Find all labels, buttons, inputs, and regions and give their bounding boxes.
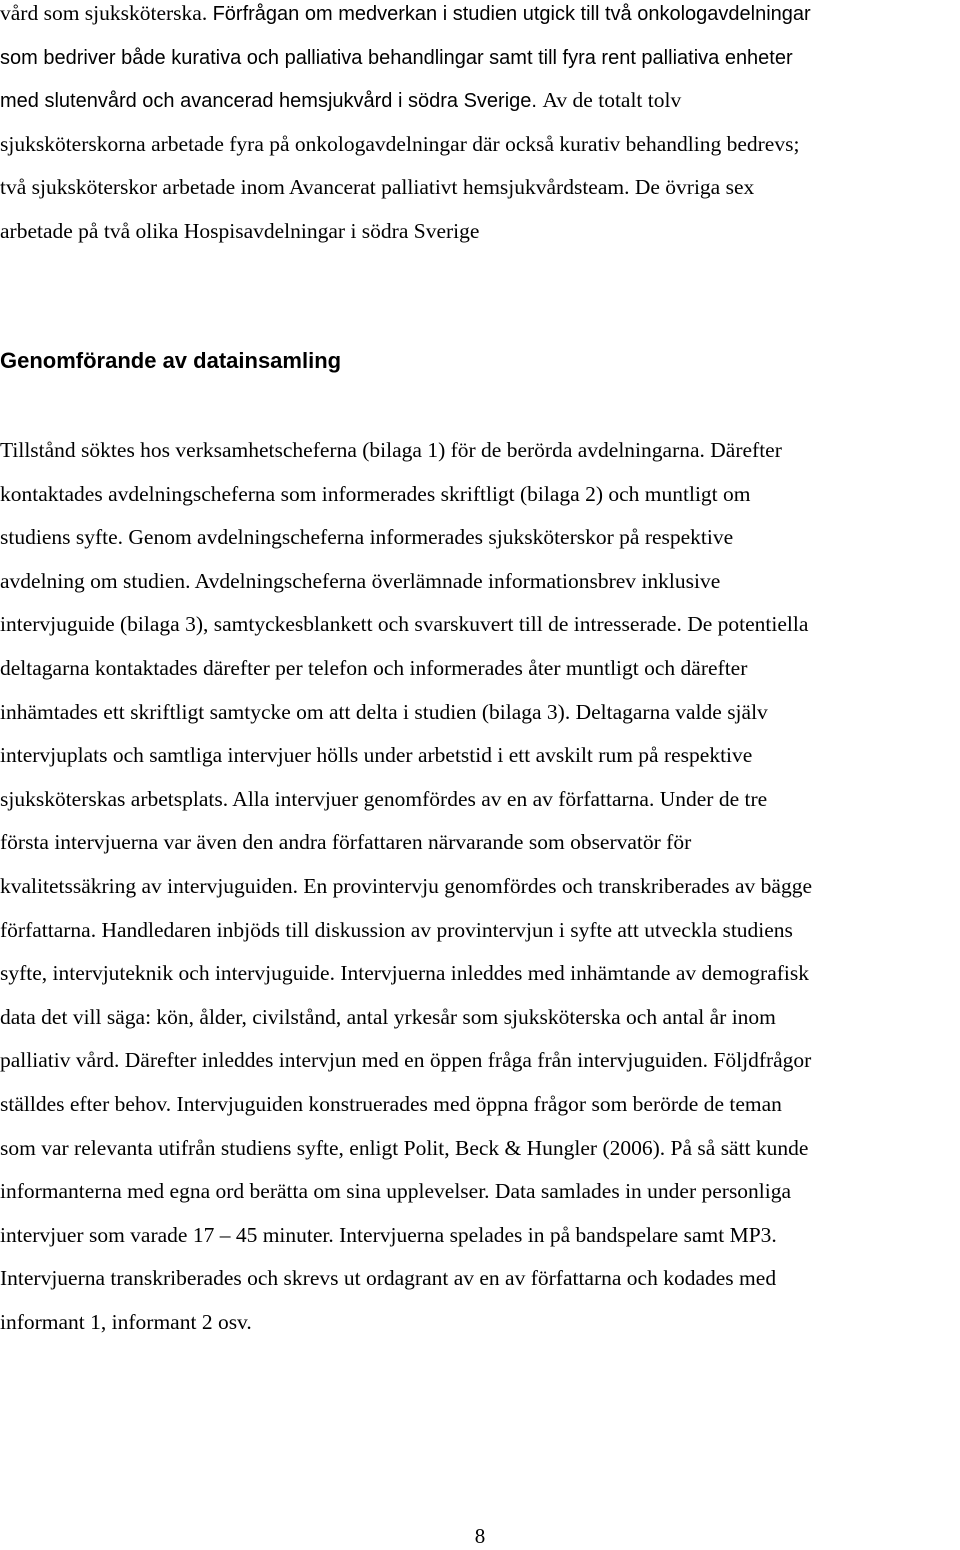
- paragraph-line: intervjuguide (bilaga 3), samtyckesblankett och svarskuvert till de intresserade. De potentiella: [0, 612, 809, 637]
- intro-line: [0, 166, 960, 210]
- text-segment: sjuksköterskorna arbetade fyra på onkologavdelningar där också kurativ behandling bedrevs;: [0, 131, 800, 156]
- paragraph-line: palliativ vård. Därefter inleddes intervjun med en öppen fråga från intervjuguiden. Följdfrågor: [0, 1048, 812, 1073]
- text-segment: som bedriver både kurativa och palliativa behandlingar samt till fyra rent palliativa enheter: [0, 46, 793, 69]
- paragraph-line: kvalitetssäkring av intervjuguiden. En provintervju genomfördes och transkriberades av bägge: [0, 873, 812, 898]
- paragraph-line: studiens syfte. Genom avdelningscheferna informerades sjuksköterskor på respektive: [0, 525, 734, 550]
- text-segment: två sjuksköterskor arbetade inom Avancerat palliativt hemsjukvårdsteam. De övriga sex: [0, 175, 755, 200]
- intro-line: [0, 210, 960, 254]
- paragraph-line: författarna. Handledaren inbjöds till diskussion av provintervjun i syfte att utveckla studiens: [0, 917, 793, 942]
- section-heading: Genomförande av datainsamling: [0, 348, 342, 373]
- paragraph-line: informant 1, informant 2 osv.: [0, 1309, 252, 1334]
- paragraph-line: Tillstånd söktes hos verksamhetscheferna (bilaga 1) för de berörda avdelningarna. Därefter: [0, 438, 782, 462]
- text-segment: med slutenvård och avancerad hemsjukvård i södra Sverige.: [0, 90, 543, 113]
- paragraph-line: avdelning om studien. Avdelningscheferna överlämnade informationsbrev inklusive: [0, 568, 721, 593]
- paragraph-line: kontaktades avdelningscheferna som informerades skriftligt (bilaga 2) och muntligt om: [0, 481, 751, 506]
- paragraph-line: inhämtades ett skriftligt samtycke om att delta i studien (bilaga 3). Deltagarna valde själv: [0, 699, 768, 724]
- paragraph-line: intervjuer som varade 17 – 45 minuter. Intervjuerna spelades in på bandspelare samt MP3.: [0, 1222, 777, 1247]
- paragraph-line: informanterna med egna ord berätta om sina upplevelser. Data samlades in under personliga: [0, 1179, 792, 1204]
- paragraph-line: ställdes efter behov. Intervjuguiden konstruerades med öppna frågor som berörde de teman: [0, 1091, 782, 1116]
- text-segment: vård som sjuksköterska.: [0, 1, 213, 25]
- text-segment: arbetade på två olika Hospisavdelningar i södra Sverige: [0, 218, 480, 243]
- intro-line: [0, 36, 960, 80]
- paragraph-line: sjuksköterskas arbetsplats. Alla intervjuer genomfördes av en av författarna. Under de tre: [0, 786, 768, 811]
- intro-line: [0, 79, 960, 123]
- paragraph-line: Intervjuerna transkriberades och skrevs ut ordagrant av en av författarna och kodades med: [0, 1266, 777, 1291]
- main-paragraph: [0, 429, 960, 1344]
- page-number: 8: [474, 1524, 486, 1548]
- paragraph-line: intervjuplats och samtliga intervjuer hölls under arbetstid i ett avskilt rum på respektive: [0, 743, 753, 768]
- text-segment: Förfrågan om medverkan i studien utgick till två onkologavdelningar: [212, 3, 811, 25]
- intro-line: [0, 0, 960, 36]
- paragraph-line: deltagarna kontaktades därefter per telefon och informerades åter muntligt och därefter: [0, 655, 748, 680]
- paragraph-line: första intervjuerna var även den andra författaren närvarande som observatör för: [0, 830, 692, 855]
- paragraph-line: data det vill säga: kön, ålder, civilstånd, antal yrkesår som sjuksköterska och antal år inom: [0, 1004, 776, 1029]
- text-segment: Av de totalt tolv: [542, 88, 682, 113]
- intro-paragraph: [0, 0, 960, 254]
- intro-line: [0, 123, 960, 167]
- paragraph-line: som var relevanta utifrån studiens syfte, enligt Polit, Beck & Hungler (2006). På så sätt kunde: [0, 1135, 809, 1160]
- paragraph-line: syfte, intervjuteknik och intervjuguide. Intervjuerna inleddes med inhämtande av demografisk: [0, 961, 809, 986]
